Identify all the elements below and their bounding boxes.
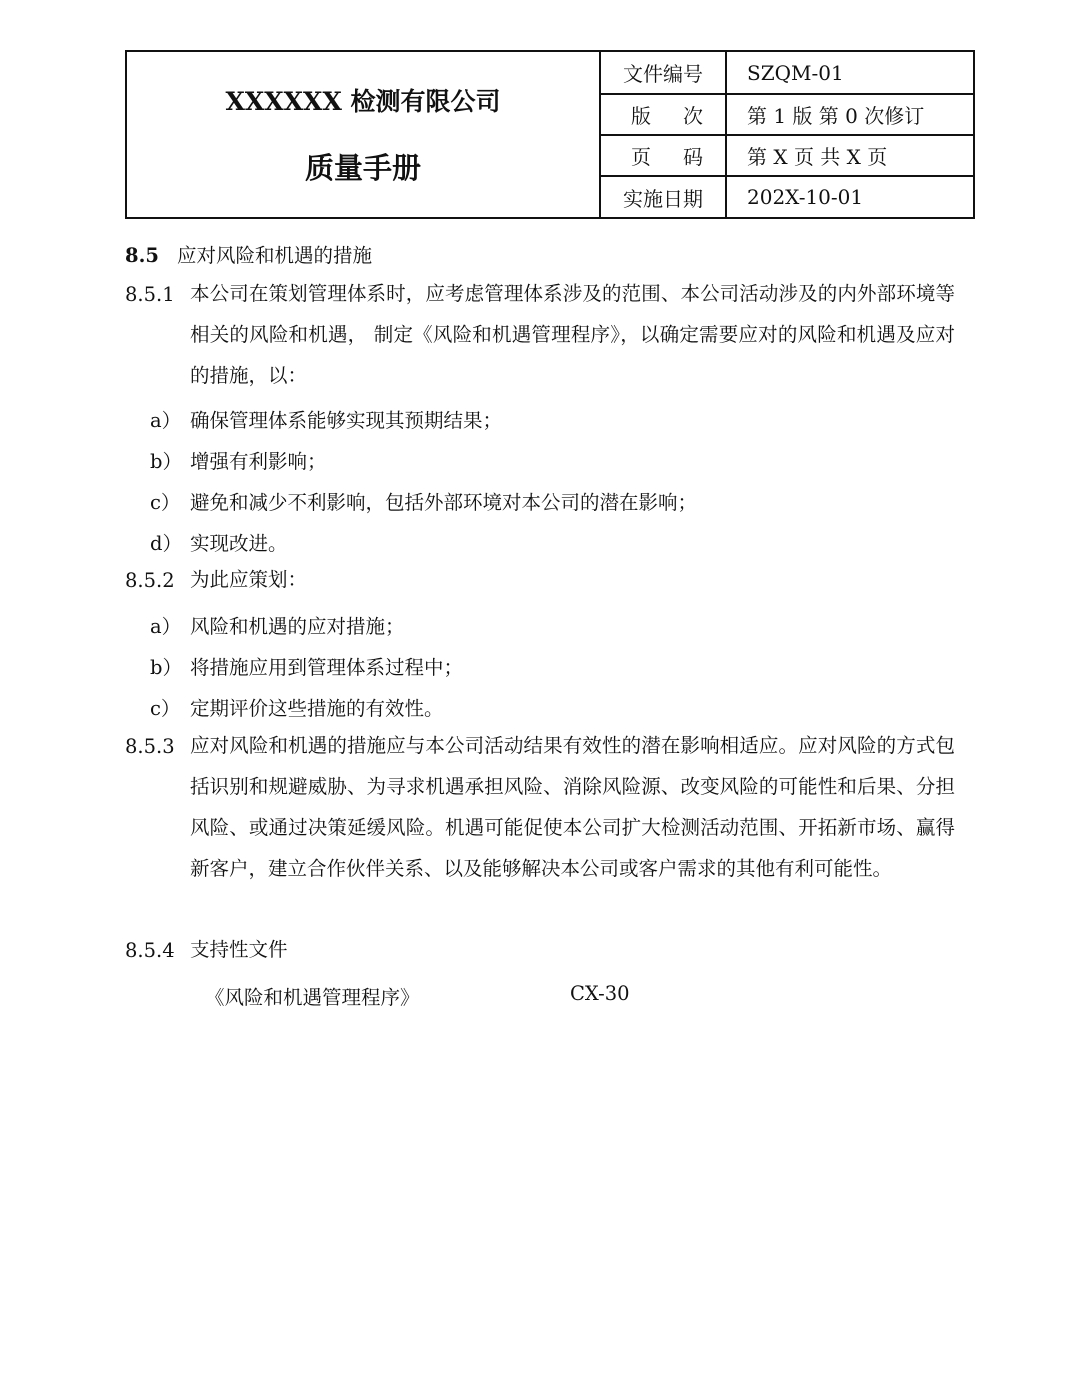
list-text: 定期评价这些措施的有效性。 — [190, 697, 444, 720]
page-label — [600, 135, 726, 176]
header-title-cell — [126, 51, 600, 218]
clause-number: 8.5.4 — [125, 939, 175, 962]
manual-title: 质量手册 — [304, 151, 421, 185]
clause-text: 支持性文件 — [190, 938, 288, 961]
section-title: 应对风险和机遇的措施 — [177, 244, 373, 267]
list-text: 确保管理体系能够实现其预期结果； — [190, 409, 503, 432]
edition-label — [600, 94, 726, 135]
clause-number: 8.5.3 — [125, 735, 175, 758]
list-item — [150, 405, 502, 433]
clause-text: 本公司在策划管理体系时，应考虑管理体系涉及的范围、本公司活动涉及的内外部环境等相关的风险和机遇， 制定《风险和机遇管理程序》，以确定需要应对的风险和机遇及应对的措施，以： — [190, 282, 955, 387]
page-value: 第 X 页 共 X 页 — [726, 135, 974, 176]
effective-date-label: 实施日期 — [600, 176, 726, 218]
clause-text: 为此应策划： — [190, 568, 308, 591]
list-marker: b） — [150, 450, 182, 473]
clause-number: 8.5.2 — [125, 569, 175, 592]
list-text: 实现改进。 — [190, 532, 288, 555]
clause-number: 8.5.1 — [125, 283, 175, 306]
list-marker: b） — [150, 656, 182, 679]
supporting-document-code: CX-30 — [570, 982, 630, 1005]
list-marker: a） — [150, 409, 182, 432]
doc-number-value: SZQM-01 — [726, 51, 974, 94]
edition-label-part-1: 版 — [631, 104, 651, 128]
list-text: 将措施应用到管理体系过程中； — [190, 656, 464, 679]
list-marker: d） — [150, 532, 182, 555]
list-item — [150, 446, 327, 474]
page-label-part-1: 页 — [631, 145, 651, 169]
section-heading — [125, 240, 372, 268]
page-label-part-2: 码 — [683, 145, 703, 169]
list-item — [150, 611, 405, 639]
list-text: 增强有利影响； — [190, 450, 327, 473]
list-item — [150, 528, 288, 556]
edition-value: 第 1 版 第 0 次修订 — [726, 94, 974, 135]
list-text: 避免和减少不利影响，包括外部环境对本公司的潜在影响； — [190, 491, 698, 514]
company-name: XXXXXX 检测有限公司 — [225, 87, 501, 116]
doc-number-label: 文件编号 — [600, 51, 726, 94]
clause-text: 应对风险和机遇的措施应与本公司活动结果有效性的潜在影响相适应。应对风险的方式包括识别和规避威胁、为寻求机遇承担风险、消除风险源、改变风险的可能性和后果、分担风险、或通过决策延缓风险。机遇可能促使本公司扩大检测活动范围、开拓新市场、赢得新客户，建立合作伙伴关系、以及能够解决本公司或客户需求的其他有利可能性。 — [190, 734, 955, 880]
supporting-document-name: 《风险和机遇管理程序》 — [205, 986, 420, 1009]
edition-label-part-2: 次 — [683, 104, 703, 128]
effective-date-value: 202X-10-01 — [726, 176, 974, 218]
list-marker: a） — [150, 615, 182, 638]
list-item — [150, 652, 463, 680]
list-text: 风险和机遇的应对措施； — [190, 615, 405, 638]
list-item — [150, 693, 444, 721]
list-item — [150, 487, 697, 515]
document-header-table — [125, 50, 975, 219]
list-marker: c） — [150, 697, 181, 720]
list-marker: c） — [150, 491, 181, 514]
section-number: 8.5 — [125, 244, 159, 267]
